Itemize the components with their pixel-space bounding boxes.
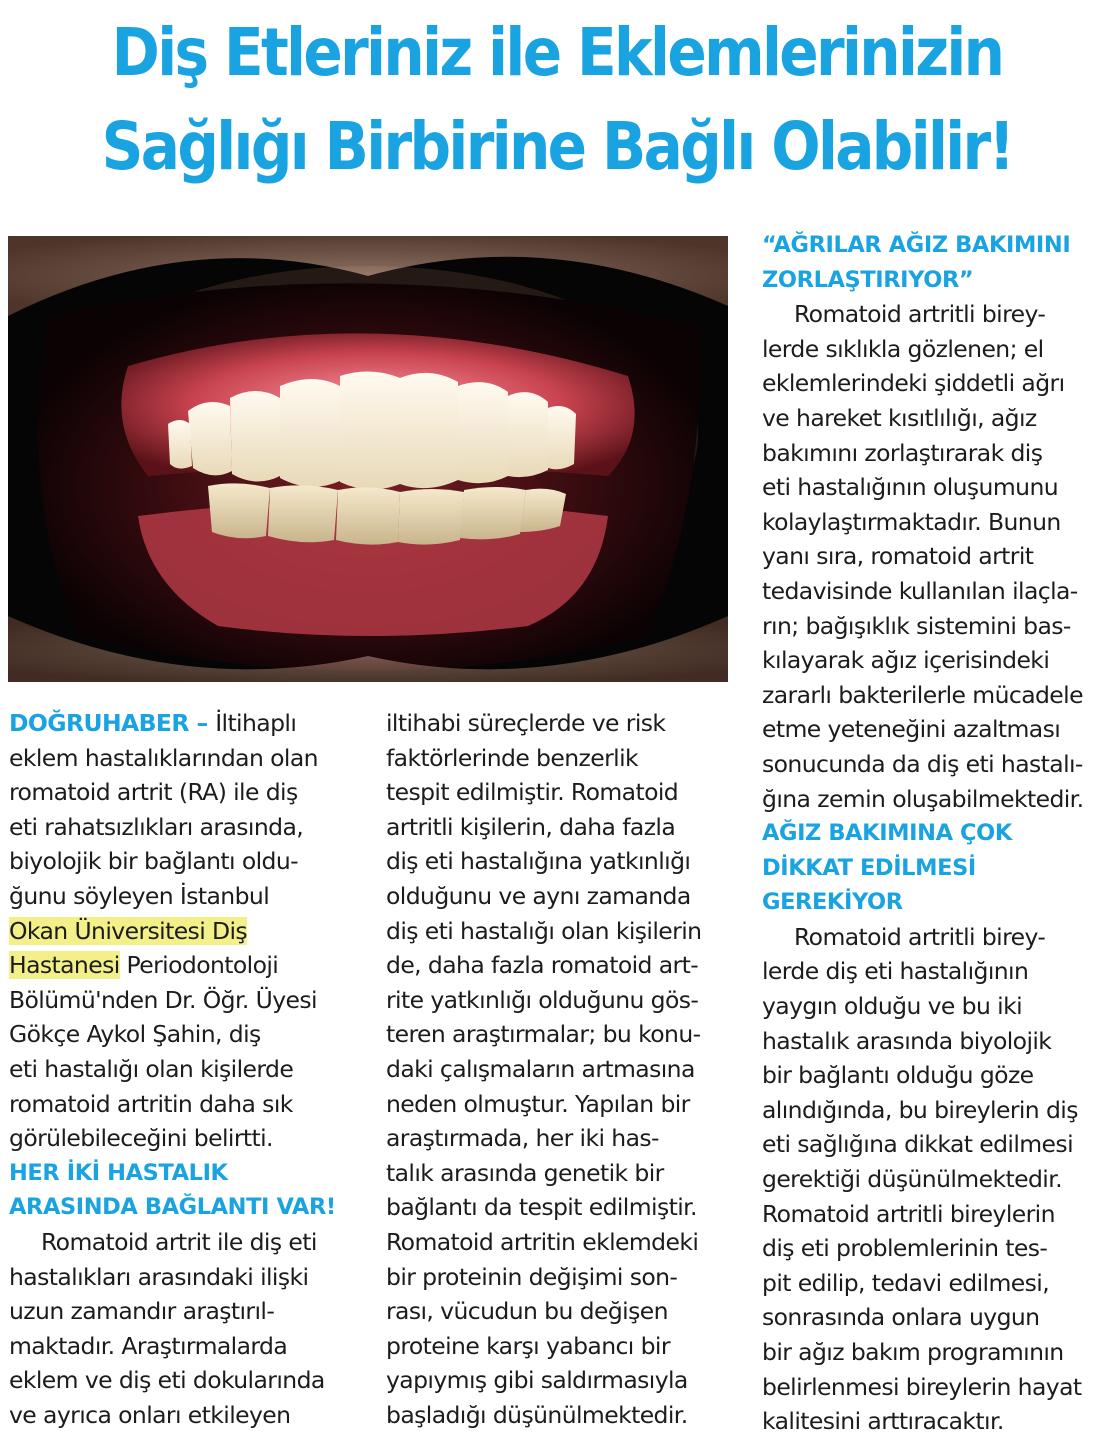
headline-line-2: Sağlığı Birbirine Bağlı Olabilir! (101, 108, 1013, 185)
highlighted-institution: Okan Üniversitesi Diş (9, 916, 248, 945)
pain-paragraph: Romatoid artritli birey- lerde sıklıkla gözlenen; el eklemlerindeki şiddetli ağrı ve hareket kısıtlılığı, ağız bakımını zorlaştırarak diş eti hastalığının oluşumunu kolaylaştırmaktadır. Bunun yanı sıra, romatoid artrit tedavisinde kullanılan ilaçla- rın; bağışıklık sistemini bas- kılayarak ağız içerisindeki zararlı bakterilerle mücadele etme yeteneğini azaltması sonucunda da diş eti hastalı- ğına zemin oluşabilmektedir. (762, 300, 1084, 813)
article-column-1 (9, 706, 369, 1432)
byline-source: DOĞRUHABER – (9, 709, 216, 737)
subheading-connection: HER İKİ HASTALIK ARASINDA BAĞLANTI VAR! (9, 1159, 336, 1221)
subheading-care: AĞIZ BAKIMINA ÇOK DİKKAT EDİLMESİ GEREKİYOR (762, 820, 1012, 916)
care-paragraph: Romatoid artritli birey- lerde diş eti hastalığının yaygın olduğu ve bu iki hastalık arasında biyolojik bir bağlantı olduğu göze alındığında, bu bireylerin diş eti sağlığına dikkat edilmesi gerektiği düşünülmektedir. Romatoid artritli bireylerin diş eti problemlerinin tes- pit edilip, tedavi edilmesi, sonrasında onlara uygun bir ağız bakım programının belirlenmesi bireylerin hayat kalitesini arttıracaktır. (762, 922, 1082, 1436)
headline-line-1: Diş Etleriniz ile Eklemlerinizin (111, 14, 1003, 91)
article-column-2 (386, 706, 738, 1432)
intro-paragraph: DOĞRUHABER – İltihaplı eklem hastalıklarından olan romatoid artrit (RA) ile diş eti rahatsızlıkları arasında, biyolojik bir bağlantı oldu- ğunu söyleyen İstanbul Okan Üniversitesi Diş Hastanesi Periodontoloji Bölümü'nden Dr. Öğr. Üyesi Gökçe Aykol Şahin, diş eti hastalığı olan kişilerde romatoid artritin daha sık görülebileceğini belirtti. (9, 709, 318, 1153)
highlighted-institution-2: Hastanesi (9, 951, 120, 980)
body-paragraph-continued: iltihabi süreçlerde ve risk faktörlerinde benzerlik tespit edilmiştir. Romatoid artritli kişilerin, daha fazla diş eti hastalığına yatkınlığı olduğunu ve aynı zamanda diş eti hastalığı olan kişilerin de, daha fazla romatoid art- rite yatkınlığı olduğunu gös- teren araştırmalar; bu konu- daki çalışmaların artmasına neden olmuştur. Yapılan bir araştırmada, her iki has- talık arasında genetik bir bağlantı da tespit edilmiştir. Romatoid artritin eklemdeki bir proteinin değişimi son- rası, vücudun bu değişen proteine karşı yabancı bir yapıymış gibi saldırmasıyla başladığı düşünülmektedir. (386, 709, 702, 1429)
teeth-closeup-photo (8, 236, 728, 682)
article-column-3 (762, 228, 1112, 1439)
subheading-pain: “AĞRILAR AĞIZ BAKIMINI ZORLAŞTIRIYOR” (762, 232, 1071, 293)
body-paragraph: Romatoid artrit ile diş eti hastalıkları arasındaki ilişki uzun zamandır araştırıl- maktadır. Araştırmalarda eklem ve diş eti dokularında ve ayrıca onları etkileyen (9, 1227, 325, 1429)
headline (67, 6, 1047, 194)
